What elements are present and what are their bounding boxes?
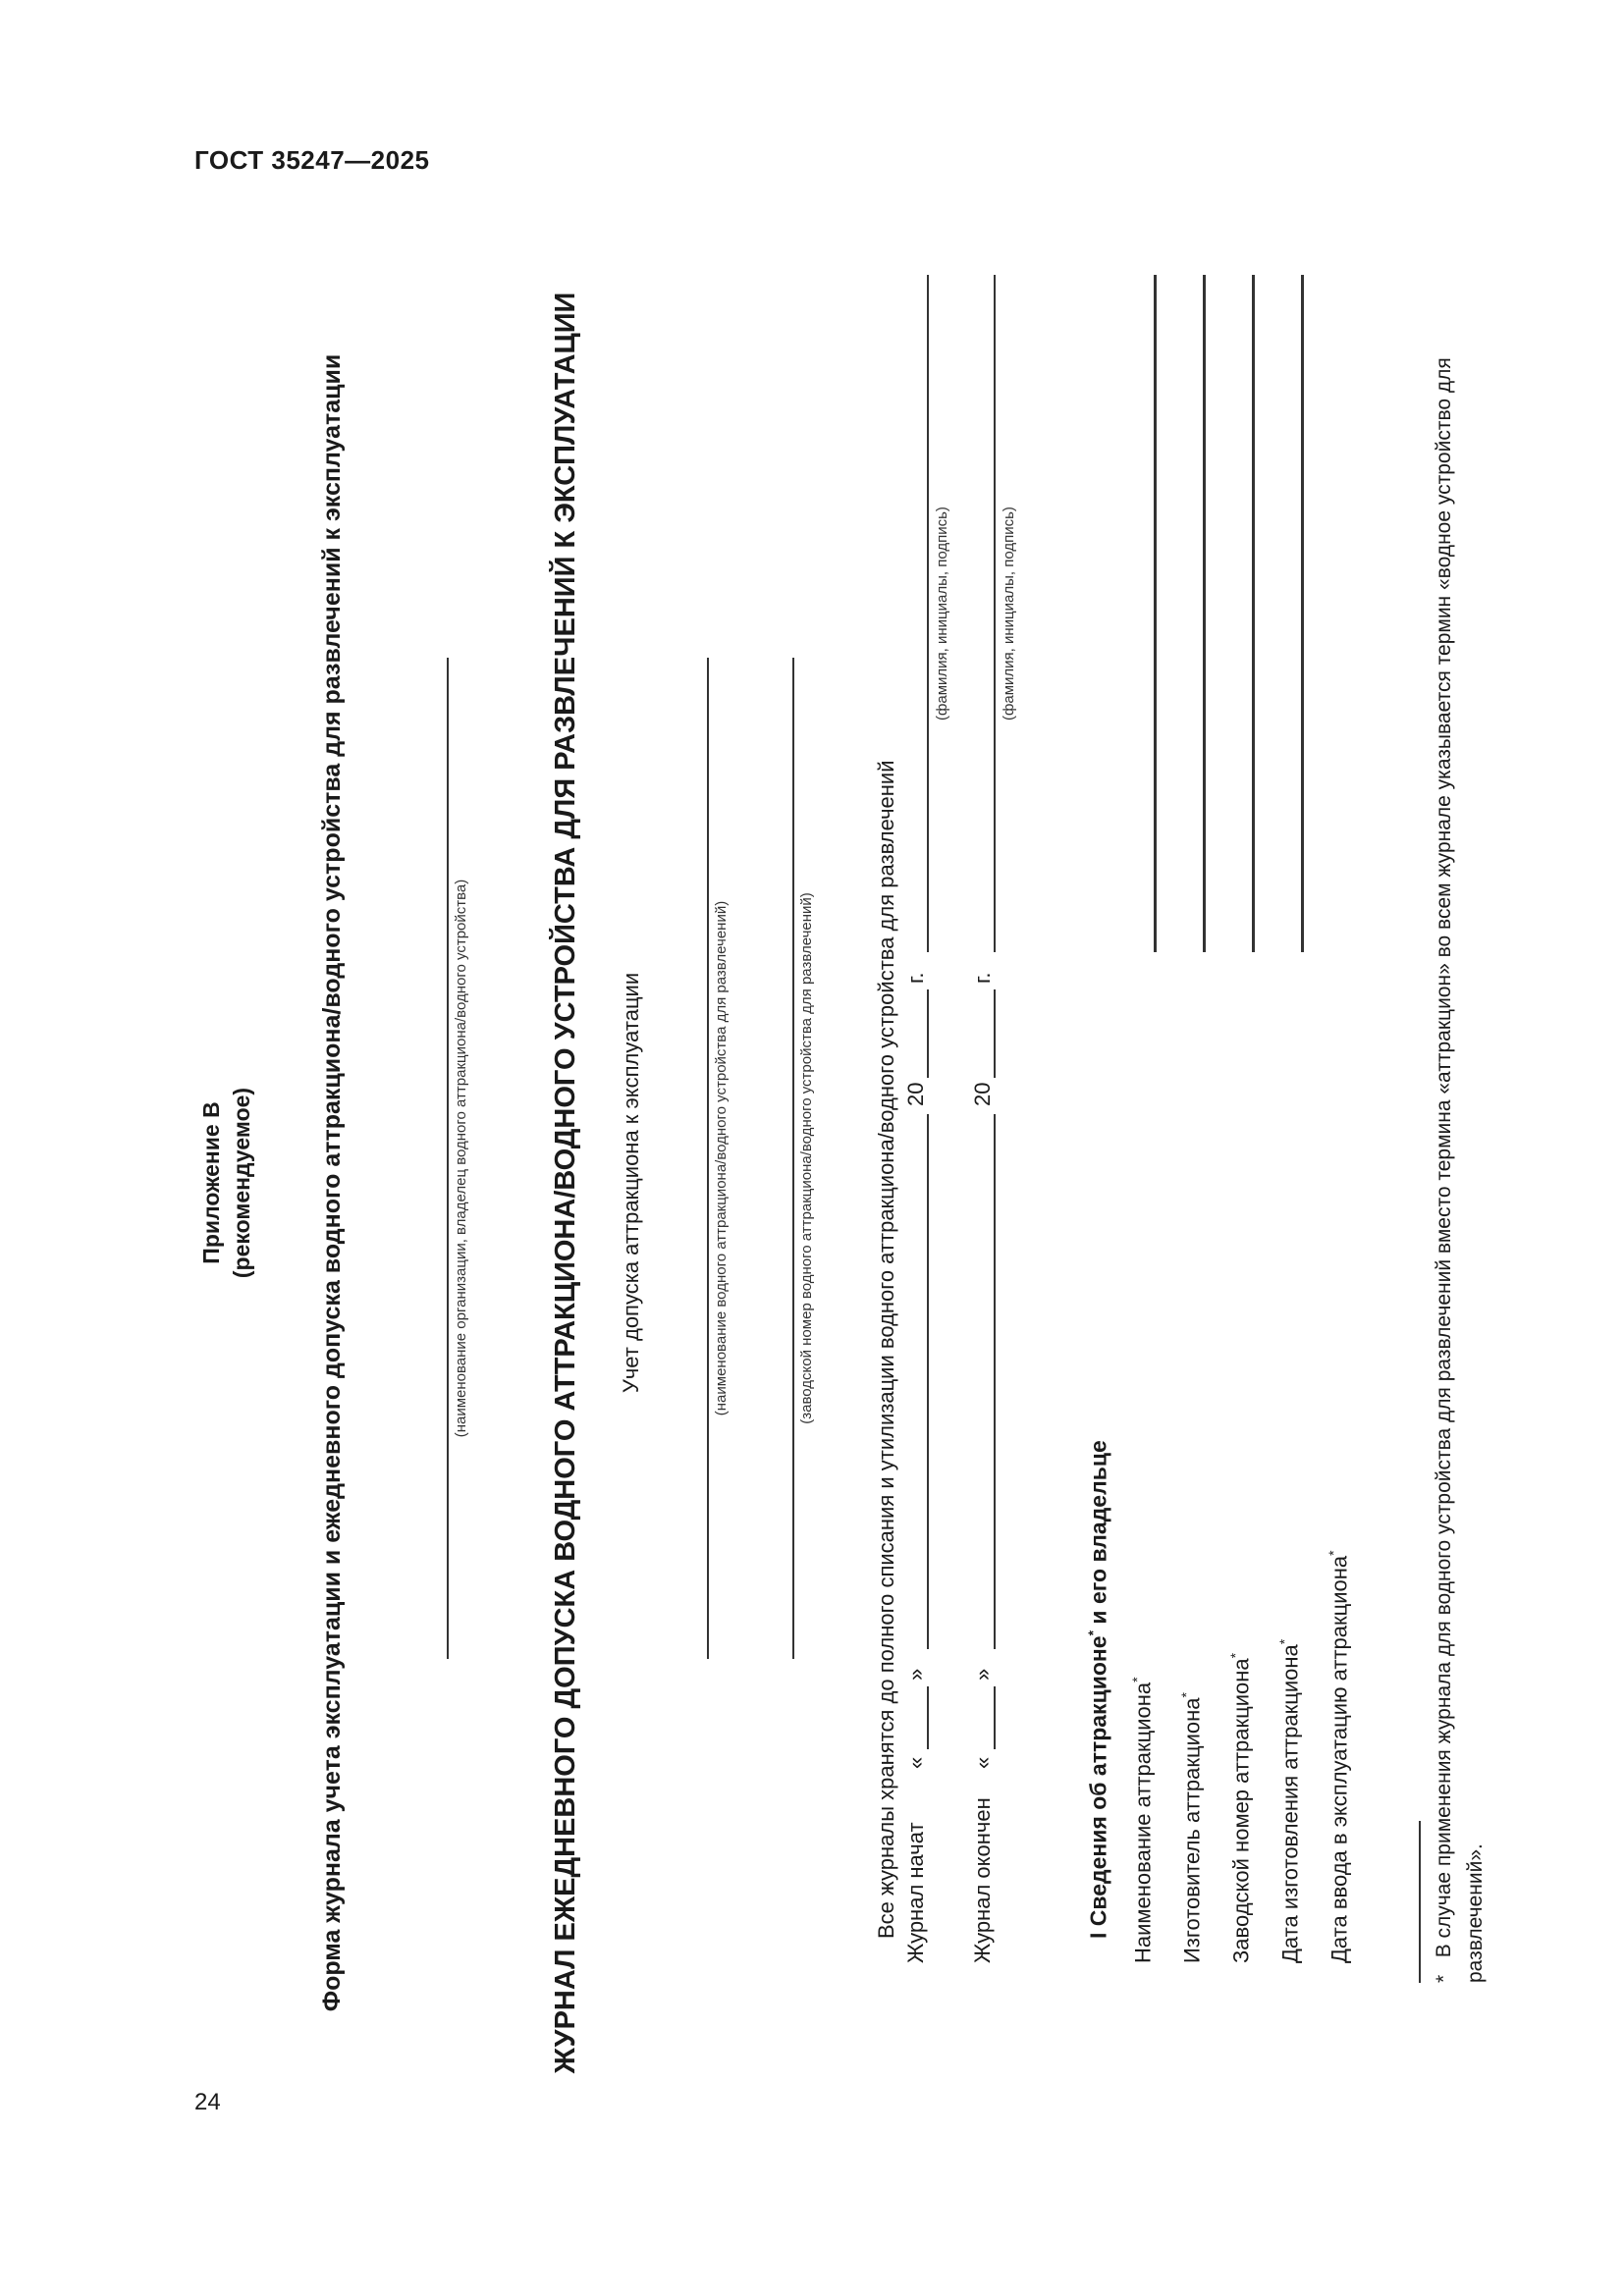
section-1-heading-tail: и его владельце [1085,1440,1111,1630]
year-blank[interactable] [927,989,929,1078]
manufacturer-field[interactable] [1203,275,1206,952]
signature-caption: (фамилия, инициалы, подпись) [934,507,950,721]
serial-number-label: Заводской номер аттракциона* [1227,1652,1254,1963]
attraction-name-field[interactable] [1154,275,1157,952]
manufacturer-label: Изготовитель аттракциона* [1178,1692,1205,1963]
section-1-heading [1085,1440,1112,1939]
serial-caption: (заводской номер водного аттракциона/водного устройства для развлечений) [798,892,815,1424]
signature-blank[interactable] [927,275,929,952]
footnote-mark: * [1129,1677,1145,1682]
year-blank[interactable] [994,989,996,1078]
open-quote: « [970,1756,995,1769]
month-blank[interactable] [927,1114,929,1649]
page-number: 24 [194,2089,221,2115]
manufacture-date-label: Дата изготовления аттракциона* [1276,1638,1303,1963]
year-suffix: г. [970,972,995,984]
footnote-mark: * [1227,1652,1243,1659]
day-blank[interactable] [927,1686,929,1749]
century-prefix: 20 [970,1082,995,1106]
manufacture-date-field[interactable] [1301,275,1304,952]
signature-blank[interactable] [994,275,996,952]
year-suffix: г. [903,972,928,984]
annex-title: Приложение В [198,1101,224,1264]
footnote-mark: * [1326,1550,1341,1556]
footnote [1429,275,1490,1983]
journal-ended-label: Журнал окончен [970,1797,995,1963]
century-prefix: 20 [903,1082,928,1106]
journal-ended-row [970,226,1049,2140]
footnote-mark: * [1178,1692,1194,1698]
org-caption: (наименование организации, владелец водного аттракциона/водного устройства) [453,879,469,1438]
document-code: ГОСТ 35247—2025 [194,145,430,175]
open-quote: « [903,1756,928,1769]
serial-number-line [792,658,794,1659]
footnote-marker: * [1433,1974,1455,1983]
form-title: Форма журнала учета эксплуатации и ежедневного допуска водного аттракциона/водного устройства для развлечений к эксплуатации [318,353,346,2012]
section-1-heading-text: I Сведения об аттракционе [1085,1635,1111,1939]
footnote-separator [1419,1821,1421,1983]
rotated-form-page [147,226,1542,2140]
attraction-caption: (наименование водного аттракциона/водного устройства для развлечений) [713,900,730,1416]
attraction-name-line [707,658,709,1659]
close-quote: » [970,1668,995,1681]
footnote-text: В случае применения журнала для водного устройства для развлечений вместо термина «аттракцион» во всем журнале указывается термин «водное устройство для развлечений». [1433,357,1487,1983]
footnote-mark: * [1085,1629,1101,1636]
commissioning-date-label: Дата ввода в эксплуатацию аттракциона* [1326,1550,1352,1963]
serial-number-field[interactable] [1252,275,1255,952]
month-blank[interactable] [994,1114,996,1649]
journal-started-label: Журнал начат [903,1822,928,1963]
org-name-line [447,658,449,1659]
signature-caption: (фамилия, инициалы, подпись) [1001,507,1017,721]
close-quote: » [903,1668,928,1681]
journal-title: ЖУРНАЛ ЕЖЕДНЕВНОГО ДОПУСКА ВОДНОГО АТТРАКЦИОНА/ВОДНОГО УСТРОЙСТВА ДЛЯ РАЗВЛЕЧЕНИЙ К ЭКСПЛУАТАЦИИ [550,292,581,2074]
journal-subtitle: Учет допуска аттракциона к эксплуатации [619,972,643,1394]
footnote-mark: * [1276,1638,1292,1645]
storage-note: Все журналы хранятся до полного списания и утилизации водного аттракциона/водного устройства для развлечений [874,760,898,1939]
annex-heading [196,226,257,2140]
day-blank[interactable] [994,1686,996,1749]
attraction-name-label: Наименование аттракциона* [1129,1677,1156,1963]
annex-status: (рекомендуемое) [229,1087,255,1279]
